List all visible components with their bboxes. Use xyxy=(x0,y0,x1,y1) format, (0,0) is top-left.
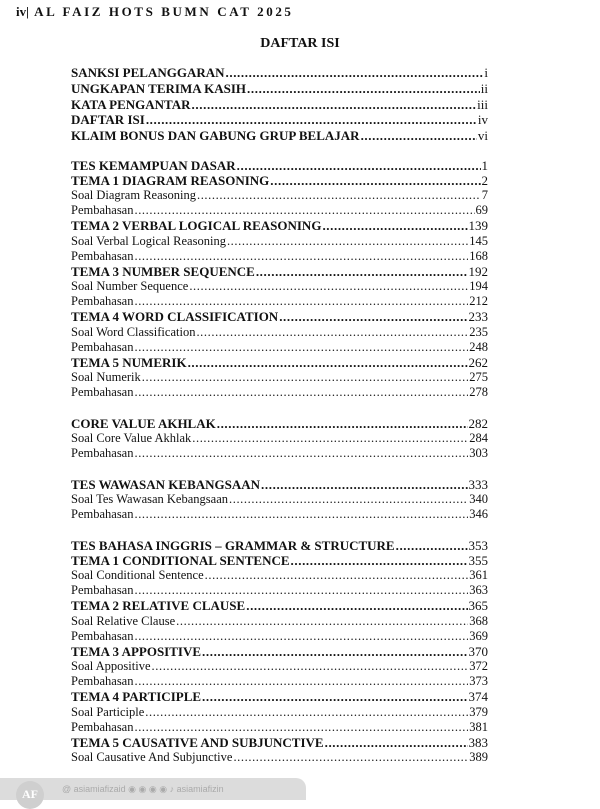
toc-page: 389 xyxy=(469,750,488,764)
dot-leader xyxy=(192,97,477,113)
toc-label: CORE VALUE AKHLAK xyxy=(71,416,216,431)
toc-label: Soal Relative Clause xyxy=(71,614,176,628)
dot-leader xyxy=(134,674,468,689)
toc-entry[interactable] xyxy=(71,674,488,690)
toc-entry[interactable] xyxy=(71,553,488,569)
toc-label: TES KEMAMPUAN DASAR xyxy=(71,158,236,173)
toc-page: 233 xyxy=(468,309,488,324)
toc-entry[interactable] xyxy=(71,279,488,295)
toc-entry[interactable] xyxy=(71,431,488,447)
dot-leader xyxy=(247,81,480,97)
toc-page: 282 xyxy=(468,416,488,431)
dot-leader xyxy=(134,249,468,264)
dot-leader xyxy=(279,309,467,325)
dot-leader xyxy=(227,234,468,249)
toc-entry[interactable] xyxy=(71,264,488,280)
dot-leader xyxy=(134,629,468,644)
toc-entry[interactable] xyxy=(71,188,488,204)
dot-leader xyxy=(202,689,467,705)
toc-entry[interactable] xyxy=(71,598,488,614)
toc-label: TEMA 5 CAUSATIVE AND SUBJUNCTIVE xyxy=(71,735,324,750)
toc-page: 284 xyxy=(469,431,488,445)
toc-entry[interactable] xyxy=(71,340,488,356)
dot-leader xyxy=(189,279,468,294)
toc-page: 248 xyxy=(469,340,488,354)
toc-label: Soal Causative And Subjunctive xyxy=(71,750,233,764)
toc-page: 278 xyxy=(469,385,488,399)
toc-page: 192 xyxy=(468,264,488,279)
toc-page: 7 xyxy=(481,188,488,202)
toc-page: 235 xyxy=(469,325,488,339)
header-separator: | xyxy=(26,4,29,19)
toc-entry[interactable] xyxy=(71,735,488,751)
dot-leader xyxy=(134,203,474,218)
toc-entry[interactable] xyxy=(71,65,488,81)
dot-leader xyxy=(152,659,469,674)
toc-entry[interactable] xyxy=(71,583,488,599)
toc-entry[interactable] xyxy=(71,689,488,705)
toc-label: Pembahasan xyxy=(71,294,134,308)
toc-label: Pembahasan xyxy=(71,507,134,521)
toc-entry[interactable] xyxy=(71,203,488,219)
toc-entry[interactable] xyxy=(71,385,488,401)
toc-label: Pembahasan xyxy=(71,583,134,597)
toc-label: Pembahasan xyxy=(71,340,134,354)
toc-label: Soal Tes Wawasan Kebangsaan xyxy=(71,492,228,506)
toc-label: KATA PENGANTAR xyxy=(71,97,191,112)
toc-label: Soal Appositive xyxy=(71,659,151,673)
dot-leader xyxy=(176,614,468,629)
toc-page: 368 xyxy=(469,614,488,628)
dot-leader xyxy=(291,553,468,569)
toc-entry[interactable] xyxy=(71,720,488,736)
toc-entry[interactable] xyxy=(71,507,488,523)
toc-label: DAFTAR ISI xyxy=(71,112,145,127)
toc-page: 363 xyxy=(469,583,488,597)
toc-page: 361 xyxy=(469,568,488,582)
toc-label: TES BAHASA INGGRIS – GRAMMAR & STRUCTURE xyxy=(71,538,395,553)
toc-page: 145 xyxy=(469,234,488,248)
toc-label: Soal Verbal Logical Reasoning xyxy=(71,234,226,248)
dot-leader xyxy=(134,720,468,735)
dot-leader xyxy=(205,568,469,583)
toc-entry[interactable] xyxy=(71,629,488,645)
dot-leader xyxy=(134,583,468,598)
toc-entry[interactable] xyxy=(71,128,488,144)
footer-bar xyxy=(0,778,306,800)
dot-leader xyxy=(188,355,468,371)
toc-entry[interactable] xyxy=(71,750,488,766)
toc-entry[interactable] xyxy=(71,705,488,721)
dot-leader xyxy=(134,340,468,355)
dot-leader xyxy=(325,735,468,751)
toc-page: 365 xyxy=(468,598,488,613)
dot-leader xyxy=(217,416,468,432)
toc-label: Pembahasan xyxy=(71,385,134,399)
toc-page: 139 xyxy=(468,218,488,233)
toc-entry[interactable] xyxy=(71,477,488,493)
toc-entry[interactable] xyxy=(71,614,488,630)
dot-leader xyxy=(134,385,468,400)
toc-label: Soal Participle xyxy=(71,705,145,719)
toc-page: 168 xyxy=(469,249,488,263)
toc-entry[interactable] xyxy=(71,81,488,97)
toc-label: TES WAWASAN KEBANGSAAN xyxy=(71,477,261,492)
toc-page: 333 xyxy=(468,477,488,492)
toc-label: Soal Diagram Reasoning xyxy=(71,188,196,202)
toc-page: 369 xyxy=(469,629,488,643)
toc-label: Soal Numerik xyxy=(71,370,141,384)
toc-entry[interactable] xyxy=(71,370,488,386)
dot-leader xyxy=(134,294,468,309)
toc-entry[interactable] xyxy=(71,294,488,310)
toc-label: TEMA 5 NUMERIK xyxy=(71,355,187,370)
toc-entry[interactable] xyxy=(71,538,488,554)
toc-label: TEMA 2 RELATIVE CLAUSE xyxy=(71,598,246,613)
toc-entry[interactable] xyxy=(71,309,488,325)
dot-leader xyxy=(246,598,467,614)
toc-page: 346 xyxy=(469,507,488,521)
dot-leader xyxy=(361,128,477,144)
toc-label: TEMA 3 APPOSITIVE xyxy=(71,644,202,659)
toc-label: Soal Core Value Akhlak xyxy=(71,431,192,445)
toc-page: iii xyxy=(477,97,488,112)
toc-page: 372 xyxy=(469,659,488,673)
dot-leader xyxy=(192,431,468,446)
toc-page: 212 xyxy=(469,294,488,308)
header-book-title: AL FAIZ HOTS BUMN CAT 2025 xyxy=(34,4,294,19)
toc-page: 379 xyxy=(469,705,488,719)
toc-label: Pembahasan xyxy=(71,446,134,460)
toc-entry[interactable] xyxy=(71,158,488,174)
toc-label: Pembahasan xyxy=(71,629,134,643)
toc-label: TEMA 2 VERBAL LOGICAL REASONING xyxy=(71,218,322,233)
toc-page: ii xyxy=(480,81,488,96)
toc-page: vi xyxy=(477,128,488,143)
dot-leader xyxy=(322,218,467,234)
toc-entry[interactable] xyxy=(71,112,488,128)
toc-entry[interactable] xyxy=(71,325,488,341)
toc-entry[interactable] xyxy=(71,492,488,508)
dot-leader xyxy=(202,644,467,660)
toc-page: 275 xyxy=(469,370,488,384)
toc-page: 353 xyxy=(468,538,488,553)
page-title: DAFTAR ISI xyxy=(260,36,340,51)
dot-leader xyxy=(134,507,468,522)
toc-page: 194 xyxy=(469,279,488,293)
toc-label: Pembahasan xyxy=(71,674,134,688)
toc-label: Pembahasan xyxy=(71,249,134,263)
toc-label: TEMA 3 NUMBER SEQUENCE xyxy=(71,264,255,279)
toc-page: 355 xyxy=(468,553,488,568)
dot-leader xyxy=(256,264,468,280)
toc-page: i xyxy=(484,65,488,80)
toc-page: 340 xyxy=(469,492,488,506)
toc-page: 373 xyxy=(469,674,488,688)
dot-leader xyxy=(237,158,481,174)
toc-page: 69 xyxy=(475,203,488,217)
header-page-number: iv xyxy=(16,4,27,19)
dot-leader xyxy=(196,325,468,340)
dot-leader xyxy=(229,492,468,507)
toc-page: 2 xyxy=(481,173,488,188)
toc-page: 374 xyxy=(468,689,488,704)
toc-entry[interactable] xyxy=(71,644,488,660)
toc-entry[interactable] xyxy=(71,355,488,371)
toc-page: 370 xyxy=(468,644,488,659)
toc-label: Pembahasan xyxy=(71,203,134,217)
toc-label: Soal Number Sequence xyxy=(71,279,189,293)
toc-label: Soal Conditional Sentence xyxy=(71,568,204,582)
dot-leader xyxy=(142,370,468,385)
toc-page: iv xyxy=(477,112,488,127)
toc-label: TEMA 1 CONDITIONAL SENTENCE xyxy=(71,553,290,568)
toc-label: SANKSI PELANGGARAN xyxy=(71,65,225,80)
toc-page: 381 xyxy=(469,720,488,734)
dot-leader xyxy=(226,65,484,81)
toc-label: TEMA 1 DIAGRAM REASONING xyxy=(71,173,270,188)
dot-leader xyxy=(146,112,477,128)
toc-page: 383 xyxy=(468,735,488,750)
toc-label: Soal Word Classification xyxy=(71,325,196,339)
publisher-logo-icon: AF xyxy=(16,781,44,809)
footer-social-text: @ asiamiafizaid ◉ ◉ ◉ ◉ ♪ asiamiafizin xyxy=(62,784,224,794)
toc-label: Pembahasan xyxy=(71,720,134,734)
dot-leader xyxy=(145,705,468,720)
toc-label: KLAIM BONUS DAN GABUNG GRUP BELAJAR xyxy=(71,128,360,143)
toc-page: 262 xyxy=(468,355,488,370)
dot-leader xyxy=(134,446,468,461)
dot-leader xyxy=(233,750,468,765)
dot-leader xyxy=(197,188,481,203)
toc-entry[interactable] xyxy=(71,234,488,250)
dot-leader xyxy=(396,538,468,554)
running-header xyxy=(16,4,294,20)
toc-label: UNGKAPAN TERIMA KASIH xyxy=(71,81,247,96)
toc-entry[interactable] xyxy=(71,97,488,113)
toc-entry[interactable] xyxy=(71,173,488,189)
toc-entry[interactable] xyxy=(71,416,488,432)
toc-page: 303 xyxy=(469,446,488,460)
toc-label: TEMA 4 WORD CLASSIFICATION xyxy=(71,309,279,324)
toc-page: 1 xyxy=(481,158,488,173)
dot-leader xyxy=(261,477,467,493)
toc-entry[interactable] xyxy=(71,446,488,462)
toc-entry[interactable] xyxy=(71,249,488,265)
dot-leader xyxy=(270,173,480,189)
toc-label: TEMA 4 PARTICIPLE xyxy=(71,689,202,704)
toc-entry[interactable] xyxy=(71,218,488,234)
toc-entry[interactable] xyxy=(71,659,488,675)
toc-entry[interactable] xyxy=(71,568,488,584)
